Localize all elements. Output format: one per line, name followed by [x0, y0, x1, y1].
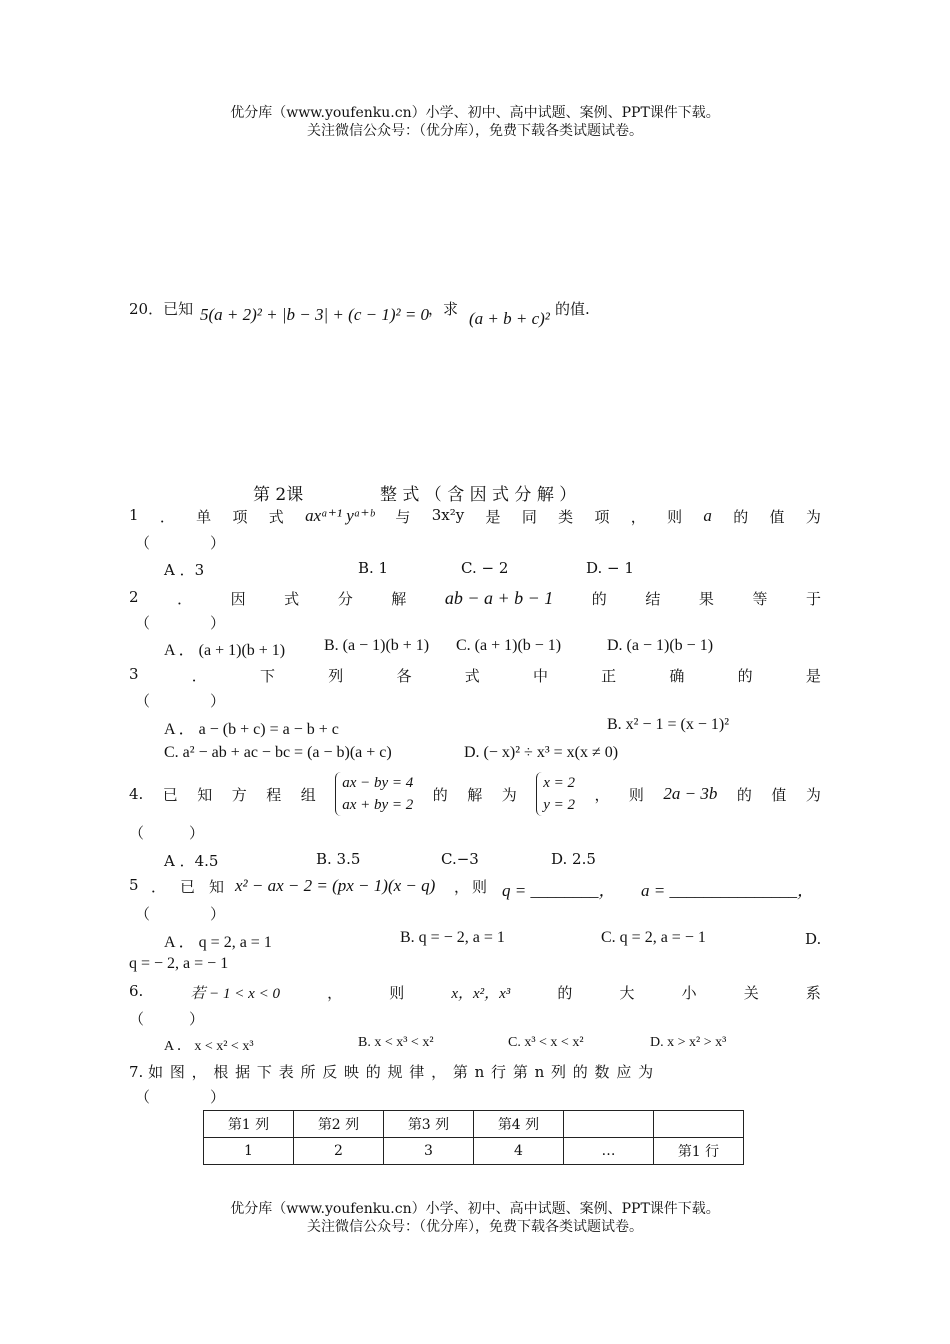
q4-word: 为 — [805, 785, 821, 804]
q1-word: 值 — [769, 508, 785, 526]
q2-word: 于 — [805, 590, 821, 608]
q2-word: 等 — [752, 590, 768, 608]
q4-word: 知 — [197, 785, 213, 804]
q20-suffix: 的值. — [555, 300, 590, 318]
table-cell: 第4 列 — [474, 1111, 564, 1138]
q3-word: 各 — [396, 667, 412, 685]
q1-option-a: A ．3 — [164, 561, 205, 579]
q1-word: 项 — [594, 508, 610, 526]
q5-option-d-label: D. — [805, 930, 822, 948]
q1-variable: a — [703, 506, 712, 525]
q1-word: 类 — [558, 508, 574, 526]
q4-option-a: A ．4.5 — [164, 852, 219, 870]
table-cell: 1 — [204, 1138, 294, 1165]
table-cell: … — [564, 1138, 654, 1165]
q2-option-d: D. (a − 1)(b − 1) — [607, 637, 714, 654]
q5-answer-paren: （ ） — [135, 905, 226, 923]
q4-word: 方 — [231, 785, 247, 804]
q6-word: 小 — [681, 984, 697, 1002]
q4-solution-y: y = 2 — [543, 797, 575, 813]
q3-option-d: D. (− x)² ÷ x³ = x(x ≠ 0) — [464, 744, 619, 761]
q4-equation-system — [335, 772, 413, 816]
table-row — [204, 1111, 744, 1138]
q20-mid: ，求 — [428, 300, 459, 318]
q2-option-a: A ． (a + 1)(b + 1) — [164, 642, 286, 659]
q20-target: (a + b + c)² — [469, 309, 550, 328]
q3-word: 确 — [669, 667, 685, 685]
q3-word: 是 — [805, 667, 821, 685]
q3-word: 的 — [737, 667, 753, 685]
q6-option-a: A ． x < x² < x³ — [164, 1039, 254, 1054]
q3-option-c: C. a² − ab + ac − bc = (a − b)(a + c) — [164, 744, 392, 761]
q2-word: 式 — [284, 590, 300, 608]
q1-option-c: C. − 2 — [461, 559, 509, 577]
q4-equation-2: ax + by = 2 — [342, 797, 414, 813]
q5-word: 知 — [209, 878, 225, 896]
table-cell: 2 — [294, 1138, 384, 1165]
q4-option-c: C.−3 — [441, 850, 479, 868]
q1-comma: ， — [630, 508, 646, 526]
q5-word: 已 — [180, 878, 196, 896]
q2-option-b: B. (a − 1)(b + 1) — [324, 637, 430, 654]
q4-stem — [129, 772, 821, 816]
q2-word: 分 — [337, 590, 353, 608]
q2-number: 2 — [129, 588, 139, 606]
q7-table — [203, 1110, 744, 1165]
q5-dot: ． — [151, 878, 167, 896]
q4-expression: 2a − 3b — [663, 784, 718, 803]
q4-option-d: D. 2.5 — [551, 850, 596, 868]
q1-option-d: D. − 1 — [586, 559, 634, 577]
q2-word: 果 — [698, 590, 714, 608]
q4-answer-paren: （ ） — [129, 824, 205, 842]
q4-word: 解 — [467, 785, 483, 804]
q1-word: 为 — [805, 508, 821, 526]
q1-word: 是 — [485, 508, 501, 526]
q5-number: 5 — [129, 876, 139, 894]
q6-word: 则 — [389, 984, 405, 1002]
q2-word: 的 — [591, 590, 607, 608]
q6-word: 关 — [743, 984, 759, 1002]
q7-stem — [129, 1061, 821, 1082]
q6-option-b: B. x < x³ < x² — [358, 1035, 434, 1050]
q1-word: 单 — [196, 508, 212, 526]
q4-comma: ， — [594, 785, 610, 804]
q3-word: 式 — [464, 667, 480, 685]
table-cell: 第1 列 — [204, 1111, 294, 1138]
q1-term: 3x²y — [431, 506, 465, 524]
q4-word: 程 — [266, 785, 282, 804]
q6-option-c: C. x³ < x < x² — [508, 1035, 584, 1050]
q4-solution-x: x = 2 — [543, 775, 575, 791]
q7-number: 7. — [129, 1063, 144, 1081]
q3-word: 正 — [601, 667, 617, 685]
q2-expression: ab − a + b − 1 — [444, 588, 554, 608]
q20-expression: 5(a + 2)² + |b − 3| + (c − 1)² = 0 — [200, 305, 430, 324]
q4-word: 已 — [162, 785, 178, 804]
table-cell: 第1 行 — [654, 1138, 744, 1165]
q7-text: 如 图 ， 根 据 下 表 所 反 映 的 规 律 ， 第 n 行 第 n 列 的 数 应 为 — [148, 1063, 654, 1081]
q2-answer-paren: （ ） — [135, 614, 226, 632]
q4-word: 的 — [432, 785, 448, 804]
q5-option-c: C. q = 2, a = − 1 — [601, 929, 706, 946]
q1-word: 与 — [395, 508, 411, 526]
q5-a-blank: a = _______________， — [641, 881, 814, 900]
q1-word: 的 — [733, 508, 749, 526]
q3-option-a: A ． a − (b + c) = a − b + c — [164, 721, 339, 738]
table-cell — [564, 1111, 654, 1138]
q1-word: 则 — [667, 508, 683, 526]
q4-option-b: B. 3.5 — [316, 850, 361, 868]
q2-stem — [129, 588, 821, 609]
q1-number: 1 — [129, 506, 139, 524]
q6-option-d: D. x > x² > x³ — [650, 1035, 727, 1050]
q6-word: 大 — [619, 984, 635, 1002]
q4-solution — [536, 772, 575, 816]
q5-option-b: B. q = − 2, a = 1 — [400, 929, 505, 946]
q6-word: 系 — [805, 984, 821, 1002]
q1-word: 同 — [521, 508, 537, 526]
footer-line-1: 优分库（www.youfenku.cn）小学、初中、高中试题、案例、PPT课件下载。 — [230, 1201, 720, 1217]
q3-number: 3 — [129, 665, 139, 683]
q1-answer-paren: （ ） — [135, 534, 226, 552]
q3-dot: ． — [191, 667, 207, 685]
q2-word: 解 — [391, 590, 407, 608]
q5-stem — [129, 876, 821, 898]
q6-answer-paren: （ ） — [129, 1010, 205, 1028]
q3-option-b: B. x² − 1 = (x − 1)² — [607, 716, 729, 733]
q4-word: 组 — [300, 785, 316, 804]
q7-answer-paren: （ ） — [135, 1088, 226, 1106]
q4-word: 的 — [736, 785, 752, 804]
q6-word: 的 — [557, 984, 573, 1002]
table-cell: 4 — [474, 1138, 564, 1165]
q3-word: 列 — [328, 667, 344, 685]
q6-number: 6. — [129, 982, 144, 1000]
table-cell: 第2 列 — [294, 1111, 384, 1138]
q3-stem — [129, 665, 821, 686]
q1-stem — [129, 506, 821, 527]
q3-word: 中 — [532, 667, 548, 685]
q2-word: 结 — [645, 590, 661, 608]
q5-expression: x² − ax − 2 = (px − 1)(x − q) — [235, 876, 436, 895]
header-line-2: 关注微信公众号：（优分库），免费下载各类试题试卷。 — [307, 123, 643, 139]
q20-prefix: 20．已知 — [129, 300, 194, 318]
q1-monomial: axᵃ⁺¹ yᵃ⁺ᵇ — [305, 506, 375, 525]
q5-option-a: A ． q = 2, a = 1 — [164, 934, 272, 951]
table-cell: 3 — [384, 1138, 474, 1165]
lesson-title-text: 整 式 （ 含 因 式 分 解 ） — [380, 485, 577, 505]
footer-line-2: 关注微信公众号：（优分库），免费下载各类试题试卷。 — [307, 1219, 643, 1235]
q1-word: 式 — [268, 508, 284, 526]
q4-word: 为 — [501, 785, 517, 804]
q3-word: 下 — [260, 667, 276, 685]
q5-option-d: q = − 2, a = − 1 — [129, 955, 229, 972]
q4-number: 4. — [129, 785, 144, 803]
lesson-title-number: 第 2课 — [253, 485, 304, 505]
q6-stem — [129, 982, 821, 1003]
q1-word: 项 — [232, 508, 248, 526]
q6-comma: ， — [327, 984, 343, 1002]
q5-q-blank: q = ________， — [502, 881, 616, 900]
q1-option-b: B. 1 — [358, 559, 389, 577]
q4-equation-1: ax − by = 4 — [342, 775, 414, 791]
q6-variables: x，x²，x³ — [451, 986, 511, 1002]
q5-comma: ， — [454, 878, 470, 896]
q2-option-c: C. (a + 1)(b − 1) — [456, 637, 562, 654]
q2-word: 因 — [230, 590, 246, 608]
q4-word: 值 — [771, 785, 787, 804]
q1-dot: ． — [159, 508, 175, 526]
header-line-1: 优分库（www.youfenku.cn）小学、初中、高中试题、案例、PPT课件下载。 — [230, 105, 720, 121]
q4-word: 则 — [628, 785, 644, 804]
table-row — [204, 1138, 744, 1165]
q5-word: 则 — [472, 878, 488, 896]
q6-condition: 若 − 1 < x < 0 — [190, 986, 280, 1002]
table-cell — [654, 1111, 744, 1138]
q3-answer-paren: （ ） — [135, 692, 226, 710]
q2-dot: ． — [177, 590, 193, 608]
table-cell: 第3 列 — [384, 1111, 474, 1138]
